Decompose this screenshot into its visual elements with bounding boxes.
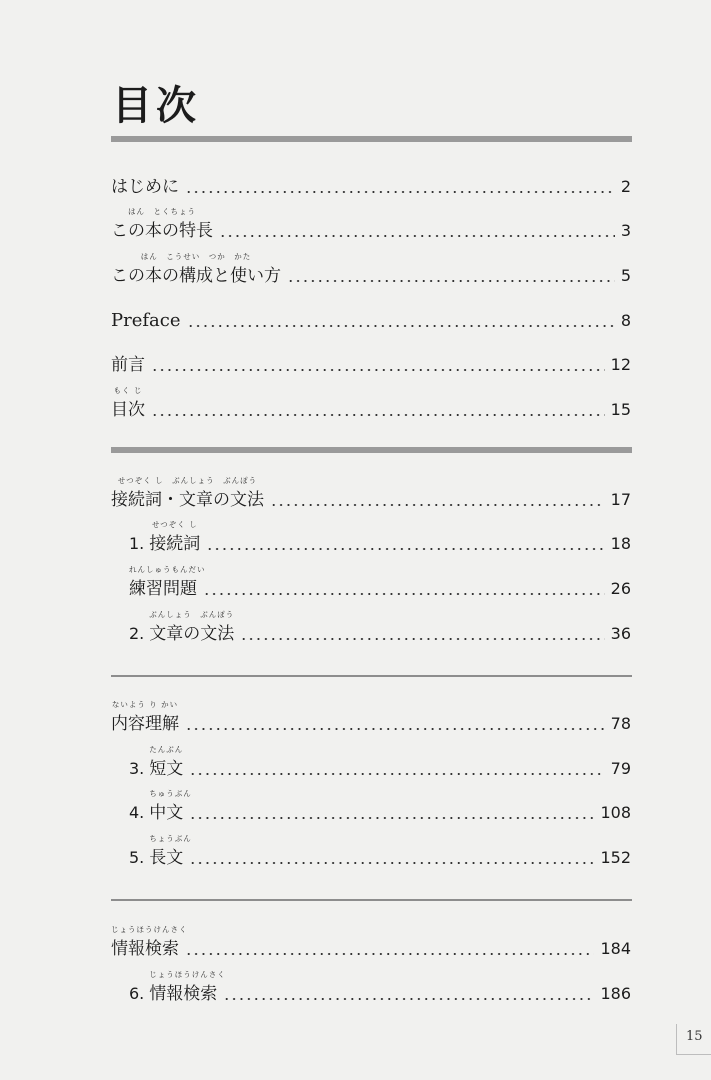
toc-page-number: 5 [620,266,631,285]
leader-dots [151,414,605,416]
toc-label: もく じ 目次 [111,386,145,420]
toc-section-comprehension[interactable] [111,700,631,735]
furigana: ちょうぶん [149,834,192,843]
furigana: ちゅうぶん [149,789,192,798]
toc-label: ないよう り かい 内容理解 [111,700,179,734]
toc-page-number: 186 [600,984,631,1003]
toc-label: ぶんしょう ぶんぽう 文章の文法 [149,610,235,644]
furigana: せつぞく し [151,520,198,529]
toc-page-number: 184 [600,939,631,958]
furigana: ぶんしょう ぶんぽう [149,610,235,619]
furigana: たんぶん [149,745,184,754]
furigana: ないよう り かい [111,700,179,709]
leader-dots [151,369,605,371]
leader-dots [240,638,604,640]
toc-section-information-retrieval[interactable] [111,925,631,960]
toc-page-number: 79 [610,759,631,778]
toc-entry-practice-problems[interactable] [129,565,631,600]
section-divider [111,899,632,901]
furigana: じょうほうけんさく [149,970,226,979]
toc-label: じょうほうけんさく 情報検索 [111,925,188,959]
furigana: じょうほうけんさく [111,925,188,934]
leader-dots [189,773,604,775]
toc-page-number: 78 [610,714,631,733]
toc-page-number: 152 [600,848,631,867]
page-title: 目次 [112,83,200,129]
leader-dots [287,280,615,282]
chapter-number: 5. [129,848,145,867]
leader-dots [203,593,605,595]
title-rule [111,136,632,142]
toc-entry-information-retrieval[interactable] [129,970,631,1005]
toc-page-number: 18 [610,534,631,553]
toc-label: じょうほうけんさく 情報検索 [149,970,226,1004]
toc-page-number: 17 [610,490,631,509]
chapter-number: 6. [129,984,145,1003]
toc-page-number: 3 [620,221,631,240]
toc-label: はじめに [111,177,179,197]
toc-page-number: 8 [620,311,631,330]
toc-page-number: 26 [610,579,631,598]
toc-page-number: 2 [620,177,631,196]
toc-entry-features[interactable] [111,207,631,242]
leader-dots [185,191,615,193]
furigana: もく じ [113,386,143,395]
chapter-number: 1. [129,534,145,553]
toc-entry-foreword-chinese[interactable] [111,352,631,376]
toc-entry-preface[interactable] [111,308,631,332]
toc-entry-short-text[interactable] [129,745,631,780]
toc-label: ちゅうぶん 中文 [149,789,192,823]
furigana: せつぞく し ぶんしょう ぶんぽう [117,476,258,485]
leader-dots [185,728,605,730]
furigana: れんしゅうもんだい [129,565,206,574]
toc-page-number: 108 [600,803,631,822]
toc-section-conjunctions-grammar[interactable] [111,476,631,511]
toc-page-number: 36 [610,624,631,643]
leader-dots [206,548,604,550]
leader-dots [223,998,594,1000]
chapter-number: 2. [129,624,145,643]
leader-dots [270,504,605,506]
toc-label: たんぶん 短文 [149,745,184,779]
toc-entry-medium-text[interactable] [129,789,631,824]
toc-label: はん とくちょう この本の特長 [111,207,213,241]
toc-label: ちょうぶん 長文 [149,834,192,868]
chapter-number: 3. [129,759,145,778]
toc-entry-contents[interactable] [111,386,631,421]
toc-entry-structure-usage[interactable] [111,252,631,287]
section-divider [111,447,632,453]
leader-dots [189,817,594,819]
leader-dots [189,862,594,864]
leader-dots [187,325,615,327]
section-divider [111,675,632,677]
leader-dots [185,953,594,955]
toc-label: はん こうせい つか かた この本の構成と使い方 [111,252,281,286]
leader-dots [219,235,615,237]
toc-entry-introduction[interactable] [111,174,631,198]
toc-label: 前言 [111,355,145,375]
page-number: 15 [686,1029,703,1044]
chapter-number: 4. [129,803,145,822]
furigana: はん こうせい つか かた [140,252,252,261]
toc-entry-text-grammar[interactable] [129,610,631,645]
toc-entry-long-text[interactable] [129,834,631,869]
toc-label: Preface [111,310,181,331]
toc-page-number: 12 [610,355,631,374]
toc-label: せつぞく し 接続詞 [149,520,201,554]
toc-page-number: 15 [610,400,631,419]
toc-entry-conjunctions[interactable] [129,520,631,555]
toc-label: せつぞく し ぶんしょう ぶんぽう 接続詞・文章の文法 [111,476,264,510]
toc-label: れんしゅうもんだい 練習問題 [129,565,206,599]
furigana: はん とくちょう [128,207,196,216]
